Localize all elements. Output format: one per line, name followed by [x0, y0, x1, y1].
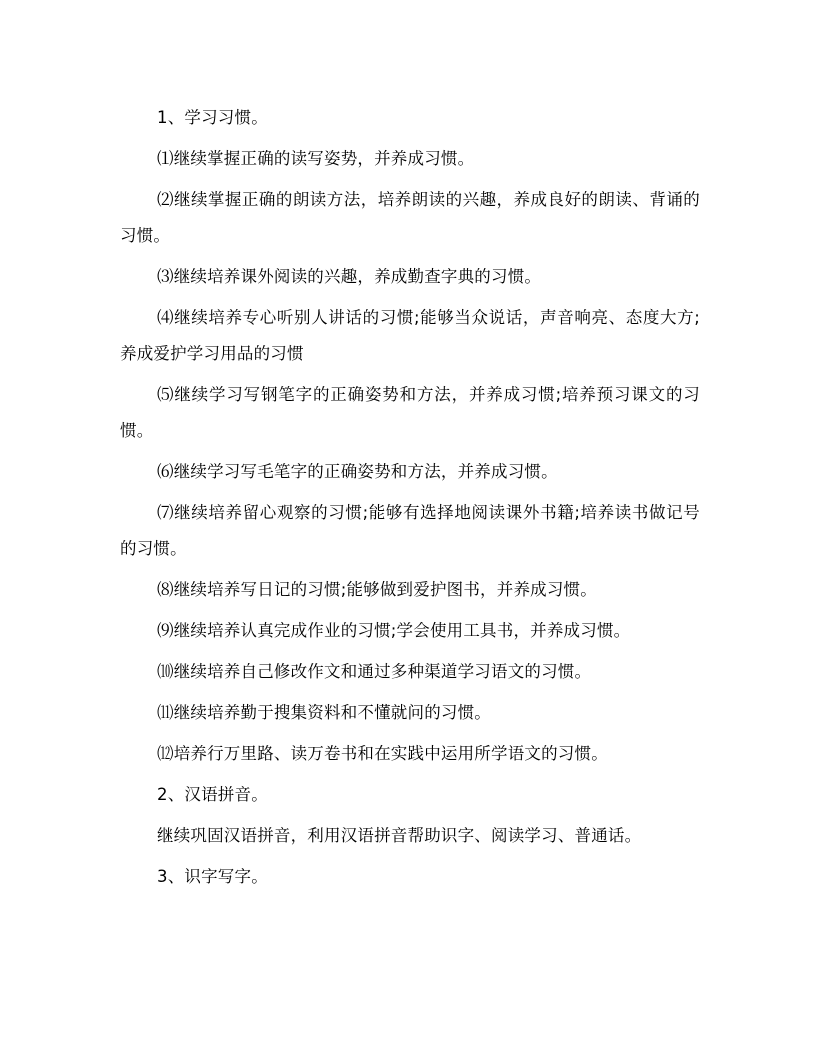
heading-pinyin: 2、汉语拼音。: [157, 785, 268, 804]
list-item: ⑻继续培养写日记的习惯;能够做到爱护图书，并养成习惯。: [157, 580, 597, 599]
document-body: [120, 100, 700, 900]
list-item: ⑾继续培养勤于搜集资料和不懂就问的习惯。: [157, 703, 491, 722]
list-item: ⑷继续培养专心听别人讲话的习惯;能够当众说话，声音响亮、态度大方;养成爱护学习用品的习惯: [120, 308, 700, 363]
heading-study-habits: 1、学习习惯。: [157, 108, 268, 127]
list-item: ⑺继续培养留心观察的习惯;能够有选择地阅读课外书籍;培养读书做记号的习惯。: [120, 503, 700, 558]
list-item: ⑴继续掌握正确的读写姿势，并养成习惯。: [157, 149, 475, 168]
list-item: ⑶继续培养课外阅读的兴趣，养成勤查字典的习惯。: [157, 267, 542, 286]
list-item: ⑸继续学习写钢笔字的正确姿势和方法，并养成习惯;培养预习课文的习惯。: [120, 385, 700, 440]
list-item: ⑼继续培养认真完成作业的习惯;学会使用工具书，并养成习惯。: [157, 621, 631, 640]
list-item: ⑹继续学习写毛笔字的正确姿势和方法，并养成习惯。: [157, 462, 558, 481]
list-item: ⑽继续培养自己修改作文和通过多种渠道学习语文的习惯。: [157, 662, 592, 681]
heading-literacy-writing: 3、识字写字。: [157, 867, 268, 886]
list-item: ⑵继续掌握正确的朗读方法，培养朗读的兴趣，养成良好的朗读、背诵的习惯。: [120, 190, 700, 245]
body-paragraph: 继续巩固汉语拼音，利用汉语拼音帮助识字、阅读学习、普通话。: [157, 826, 642, 845]
list-item: ⑿培养行万里路、读万卷书和在实践中运用所学语文的习惯。: [157, 744, 608, 763]
